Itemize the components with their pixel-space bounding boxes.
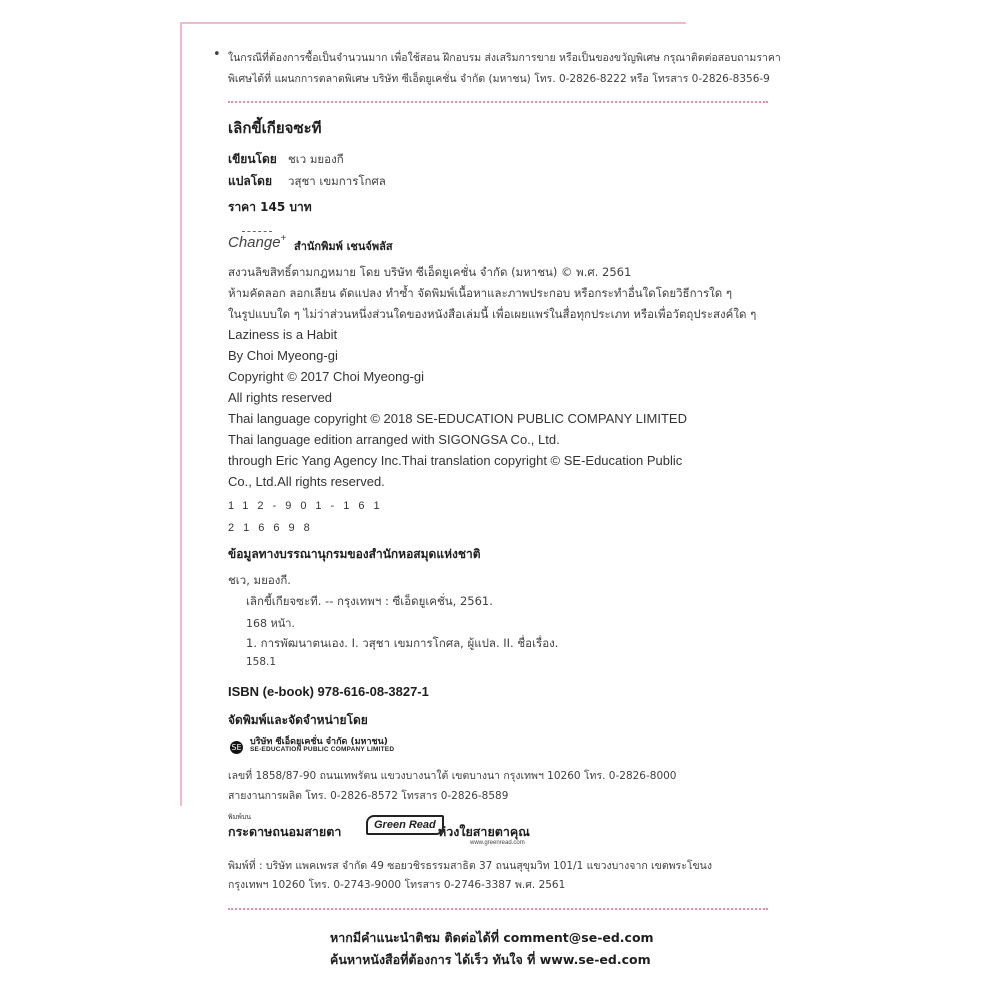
rights-en-line: Thai language edition arranged with SIGONGSA Co., Ltd. [228,432,560,447]
cip-title-line: เลิกขี้เกียจซะที. -- กรุงเทพฯ : ซีเอ็ดยูเคชั่น, 2561. [246,594,493,608]
rights-en-line: Co., Ltd.All rights reserved. [228,474,385,489]
distributor-company-en: SE-EDUCATION PUBLIC COMPANY LIMITED [250,746,395,753]
eye-care-paper-text: กระดาษถนอมสายตา [228,824,342,839]
printer-line-1: พิมพ์ที่ : บริษัท แพคเพรส จำกัด 49 ซอยวชิรธรรมสาธิต 37 ถนนสุขุมวิท 101/1 แขวงบางจาก เขตพระโขนง [228,860,712,872]
author-name: ชเว มยองกี [288,152,344,166]
translator-label: แปลโดย [228,174,272,188]
rights-thai-line-2: ห้ามคัดลอก ลอกเลียน ดัดแปลง ทำซ้ำ จัดพิมพ์เนื้อหาและภาพประกอบ หรือกระทำอื่นใดโดยวิธีการใด ๆ [228,286,733,300]
distributor-heading: จัดพิมพ์และจัดจำหน่ายโดย [228,713,368,727]
green-read-slogan: ห่วงใยสายตาคุณ [438,824,530,839]
price: ราคา 145 บาท [228,200,312,214]
book-title: เลิกขี้เกียจซะที [228,119,322,137]
rights-en-line: All rights reserved [228,390,333,405]
printer-line-2: กรุงเทพฯ 10260 โทร. 0-2743-9000 โทรสาร 0-2746-3387 พ.ศ. 2561 [228,879,566,891]
change-plus-logo [228,232,286,251]
isbn: ISBN (e-book) 978-616-08-3827-1 [228,684,429,699]
cip-heading: ข้อมูลทางบรรณานุกรมของสำนักหอสมุดแห่งชาติ [228,547,481,561]
cip-class-number: 158.1 [246,656,277,668]
frame-left-border [180,22,182,806]
footer-website: ค้นหาหนังสือที่ต้องการ ได้เร็ว ทันใจ ที่ www.se-ed.com [330,952,651,967]
rights-en-line: Thai language copyright © 2018 SE-EDUCATION PUBLIC COMPANY LIMITED [228,411,687,426]
cip-subjects: 1. การพัฒนาตนเอง. I. วสุชา เขมการโกศล, ผู้แปล. II. ชื่อเรื่อง. [246,636,559,650]
rights-thai-line-1: สงวนลิขสิทธิ์ตามกฎหมาย โดย บริษัท ซีเอ็ดยูเคชั่น จำกัด (มหาชน) © พ.ศ. 2561 [228,265,632,279]
se-ed-logo [230,737,243,756]
divider-dotted-1 [228,101,768,103]
notice-line-1: ในกรณีที่ต้องการซื้อเป็นจำนวนมาก เพื่อใช้สอน ฝึกอบรม ส่งเสริมการขาย หรือเป็นของขวัญพิเศษ กรุณาติดต่อสอบถามราคา [228,52,781,64]
footer-feedback-contact: หากมีคำแนะนำติชม ติดต่อได้ที่ comment@se-ed.com [330,930,654,945]
green-read-badge: Green Read [366,815,444,835]
se-ed-logo-icon: SE [231,743,242,752]
distributor-production-contact: สายงานการผลิต โทร. 0-2826-8572 โทรสาร 0-2826-8589 [228,790,509,802]
rights-en-line: Copyright © 2017 Choi Myeong-gi [228,369,425,384]
rights-en-line: through Eric Yang Agency Inc.Thai translation copyright © SE-Education Public [228,453,683,468]
author-label: เขียนโดย [228,152,277,166]
product-code-2: 216698 [228,522,319,534]
distributor-address: เลขที่ 1858/87-90 ถนนเทพรัตน แขวงบางนาใต้ เขตบางนา กรุงเทพฯ 10260 โทร. 0-2826-8000 [228,770,677,782]
rights-thai-line-3: ในรูปแบบใด ๆ ไม่ว่าส่วนหนึ่งส่วนใดของหนังสือเล่มนี้ เพื่อเผยแพร่ในสื่อทุกประเภท หรือเพื่อวัตถุประสงค์ใด ๆ [228,307,757,321]
notice-bullet: • [213,47,221,62]
green-read-url: www.greenread.com [470,840,525,846]
cip-pages: 168 หน้า. [246,617,295,630]
translator-name: วสุชา เขมการโกศล [288,174,386,188]
cip-author: ชเว, มยองกี. [228,573,291,587]
publisher-imprint-name: สำนักพิมพ์ เชนจ์พลัส [294,240,393,253]
change-logo-text: Change+ [228,233,287,251]
frame-top-border [180,22,686,24]
rights-en-line: By Choi Myeong-gi [228,348,338,363]
green-read-logo [366,813,444,835]
notice-line-2: พิเศษได้ที่ แผนกการตลาดพิเศษ บริษัท ซีเอ็ดยูเคชั่น จำกัด (มหาชน) โทร. 0-2826-8222 หรือ โทรสาร 0-2826-8356-9 [228,73,770,85]
rights-en-line: Laziness is a Habit [228,327,338,342]
divider-dotted-2 [228,908,768,910]
product-code-1: 112-901-161 [228,500,389,512]
distributor-company-th: บริษัท ซีเอ็ดยูเคชั่น จำกัด (มหาชน) [250,737,388,747]
printed-on-label: พิมพ์บน [228,813,252,821]
